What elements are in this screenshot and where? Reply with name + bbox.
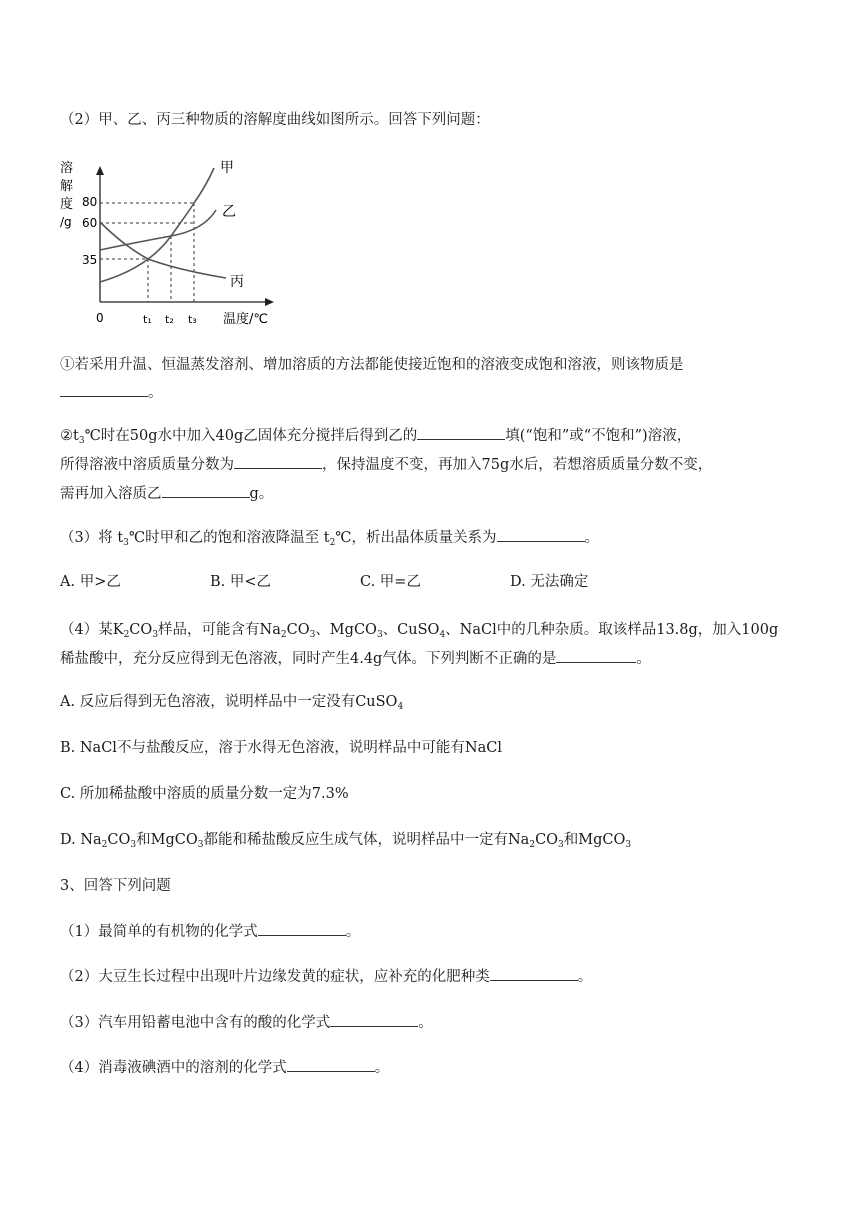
solubility-chart xyxy=(58,150,288,330)
text: g。 xyxy=(249,486,274,502)
x-tick-t3: t₃ xyxy=(188,313,197,326)
q4-line2 xyxy=(60,648,651,669)
text: ②t xyxy=(60,428,79,444)
subscript: 3 xyxy=(376,630,383,640)
y-tick-35: 35 xyxy=(82,253,98,267)
subscript: 3 xyxy=(197,840,204,850)
subscript: 4 xyxy=(397,702,404,712)
subscript: 2 xyxy=(329,538,336,548)
text: 。 xyxy=(636,651,651,667)
text: 和MgCO xyxy=(136,832,198,848)
answer-blank[interactable] xyxy=(60,382,148,397)
text: C. 所加稀盐酸中溶质的质量分数一定为7.3% xyxy=(60,786,349,802)
y-label-char: 解 xyxy=(60,179,74,194)
answer-blank[interactable] xyxy=(497,527,585,542)
y-tick-60: 60 xyxy=(82,216,98,230)
text: 所得溶液中溶质质量分数为 xyxy=(60,457,234,473)
option-c[interactable]: C. 甲=乙 xyxy=(360,574,421,590)
origin-label: 0 xyxy=(96,311,104,325)
text: 。 xyxy=(584,530,600,546)
q4-line1 xyxy=(60,620,778,640)
q2-intro: （2）甲、乙、丙三种物质的溶解度曲线如图所示。回答下列问题： xyxy=(60,112,490,128)
answer-blank[interactable] xyxy=(330,1012,418,1027)
text: A. 反应后得到无色溶液，说明样品中一定没有CuSO xyxy=(60,694,398,710)
subscript: 3 xyxy=(625,840,632,850)
option-b[interactable]: B. 甲<乙 xyxy=(210,574,272,590)
label-jia: 甲 xyxy=(220,160,234,176)
s3-item-1 xyxy=(60,921,360,942)
section-3-title: 3、回答下列问题 xyxy=(60,878,171,894)
text: （2）大豆生长过程中出现叶片边缘发黄的症状，应补充的化肥种类 xyxy=(60,969,490,985)
text: CO xyxy=(535,832,559,848)
text: 。 xyxy=(577,969,593,985)
text: 都能和稀盐酸反应生成气体，说明样品中一定有Na xyxy=(203,832,530,848)
text: 填(“饱和”或“不饱和”)溶液， xyxy=(505,428,692,444)
text: 稀盐酸中，充分反应得到无色溶液，同时产生4.4g气体。下列判断不正确的是 xyxy=(60,651,557,667)
option-a[interactable]: A. 甲>乙 xyxy=(60,574,121,590)
text: （4）消毒液碘酒中的溶剂的化学式 xyxy=(60,1060,287,1076)
s3-item-2 xyxy=(60,966,592,987)
text: ℃时在50g水中加入40g乙固体充分搅拌后得到乙的 xyxy=(84,428,418,444)
subscript: 2 xyxy=(529,840,536,850)
text: ℃时甲和乙的饱和溶液降温至 t xyxy=(128,530,330,546)
text: 、MgCO xyxy=(315,622,377,638)
x-axis-arrow xyxy=(265,298,274,306)
answer-blank[interactable] xyxy=(490,966,578,981)
subscript: 3 xyxy=(78,436,85,446)
text: ，保持温度不变，再加入75g水后，若想溶质质量分数不变， xyxy=(322,457,713,473)
s3-item-3 xyxy=(60,1012,433,1033)
x-tick-t2: t₂ xyxy=(165,313,174,326)
subscript: 2 xyxy=(123,630,130,640)
text: CO xyxy=(129,622,153,638)
subscript: 3 xyxy=(152,630,159,640)
subscript: 3 xyxy=(123,538,129,548)
q4-option-d[interactable] xyxy=(60,830,631,850)
text: （3）将 t xyxy=(60,530,124,546)
q2-2-line3 xyxy=(60,483,273,504)
text: CO xyxy=(286,622,310,638)
answer-blank[interactable] xyxy=(556,648,636,663)
curve-yi xyxy=(100,210,216,250)
subscript: 2 xyxy=(101,840,108,850)
answer-blank[interactable] xyxy=(417,425,505,440)
text: B. NaCl不与盐酸反应，溶于水得无色溶液，说明样品中可能有NaCl xyxy=(60,740,502,756)
text: 、NaCl中的几种杂质。取该样品13.8g，加入100g xyxy=(445,622,779,638)
period: 。 xyxy=(148,385,163,401)
text: （1）最简单的有机物的化学式 xyxy=(60,924,258,940)
x-axis-label: 温度/℃ xyxy=(223,312,268,327)
answer-blank[interactable] xyxy=(162,483,250,498)
text: 。 xyxy=(345,924,361,940)
q2-2-line1 xyxy=(60,425,691,446)
q2-1-text: ①若采用升温、恒温蒸发溶剂、增加溶质的方法都能使接近饱和的溶液变成饱和溶液，则该物质是 xyxy=(60,357,684,373)
q2-1-answer-line xyxy=(60,382,163,403)
label-yi: 乙 xyxy=(222,204,236,220)
label-bing: 丙 xyxy=(230,274,244,290)
answer-blank[interactable] xyxy=(234,454,322,469)
q4-option-a[interactable] xyxy=(60,692,403,712)
option-d[interactable]: D. 无法确定 xyxy=(510,574,589,590)
y-tick-80: 80 xyxy=(82,195,98,209)
y-label-char: 溶 xyxy=(60,161,74,176)
text: 。 xyxy=(418,1015,433,1031)
y-label-char: 度 xyxy=(60,197,74,212)
text: ℃，析出晶体质量关系为 xyxy=(335,530,497,546)
q3-options xyxy=(60,572,588,592)
subscript: 2 xyxy=(280,630,287,640)
s3-item-4 xyxy=(60,1057,389,1078)
subscript: 4 xyxy=(439,630,446,640)
text: （4）某K xyxy=(60,622,124,638)
text: （3）汽车用铅蓄电池中含有的酸的化学式 xyxy=(60,1015,331,1031)
q2-2-line2 xyxy=(60,454,712,475)
curve-jia xyxy=(100,168,214,282)
answer-blank[interactable] xyxy=(258,921,346,936)
subscript: 3 xyxy=(130,840,137,850)
answer-blank[interactable] xyxy=(287,1057,375,1072)
text: 。 xyxy=(374,1060,390,1076)
text: 样品，可能含有Na xyxy=(158,622,281,638)
q4-option-b[interactable] xyxy=(60,738,502,758)
text: CO xyxy=(107,832,131,848)
y-label-char: /g xyxy=(60,215,72,229)
q4-option-c[interactable] xyxy=(60,784,349,804)
q3-line xyxy=(60,527,599,548)
text: 需再加入溶质乙 xyxy=(60,486,162,502)
y-axis-label xyxy=(60,160,73,229)
subscript: 3 xyxy=(558,840,564,850)
subscript: 3 xyxy=(309,630,316,640)
y-axis-arrow xyxy=(96,166,104,175)
text: D. Na xyxy=(60,832,102,848)
x-tick-t1: t₁ xyxy=(143,313,152,326)
text: 、CuSO xyxy=(382,622,440,638)
curve-bing xyxy=(100,222,226,278)
text: 和MgCO xyxy=(563,832,626,848)
